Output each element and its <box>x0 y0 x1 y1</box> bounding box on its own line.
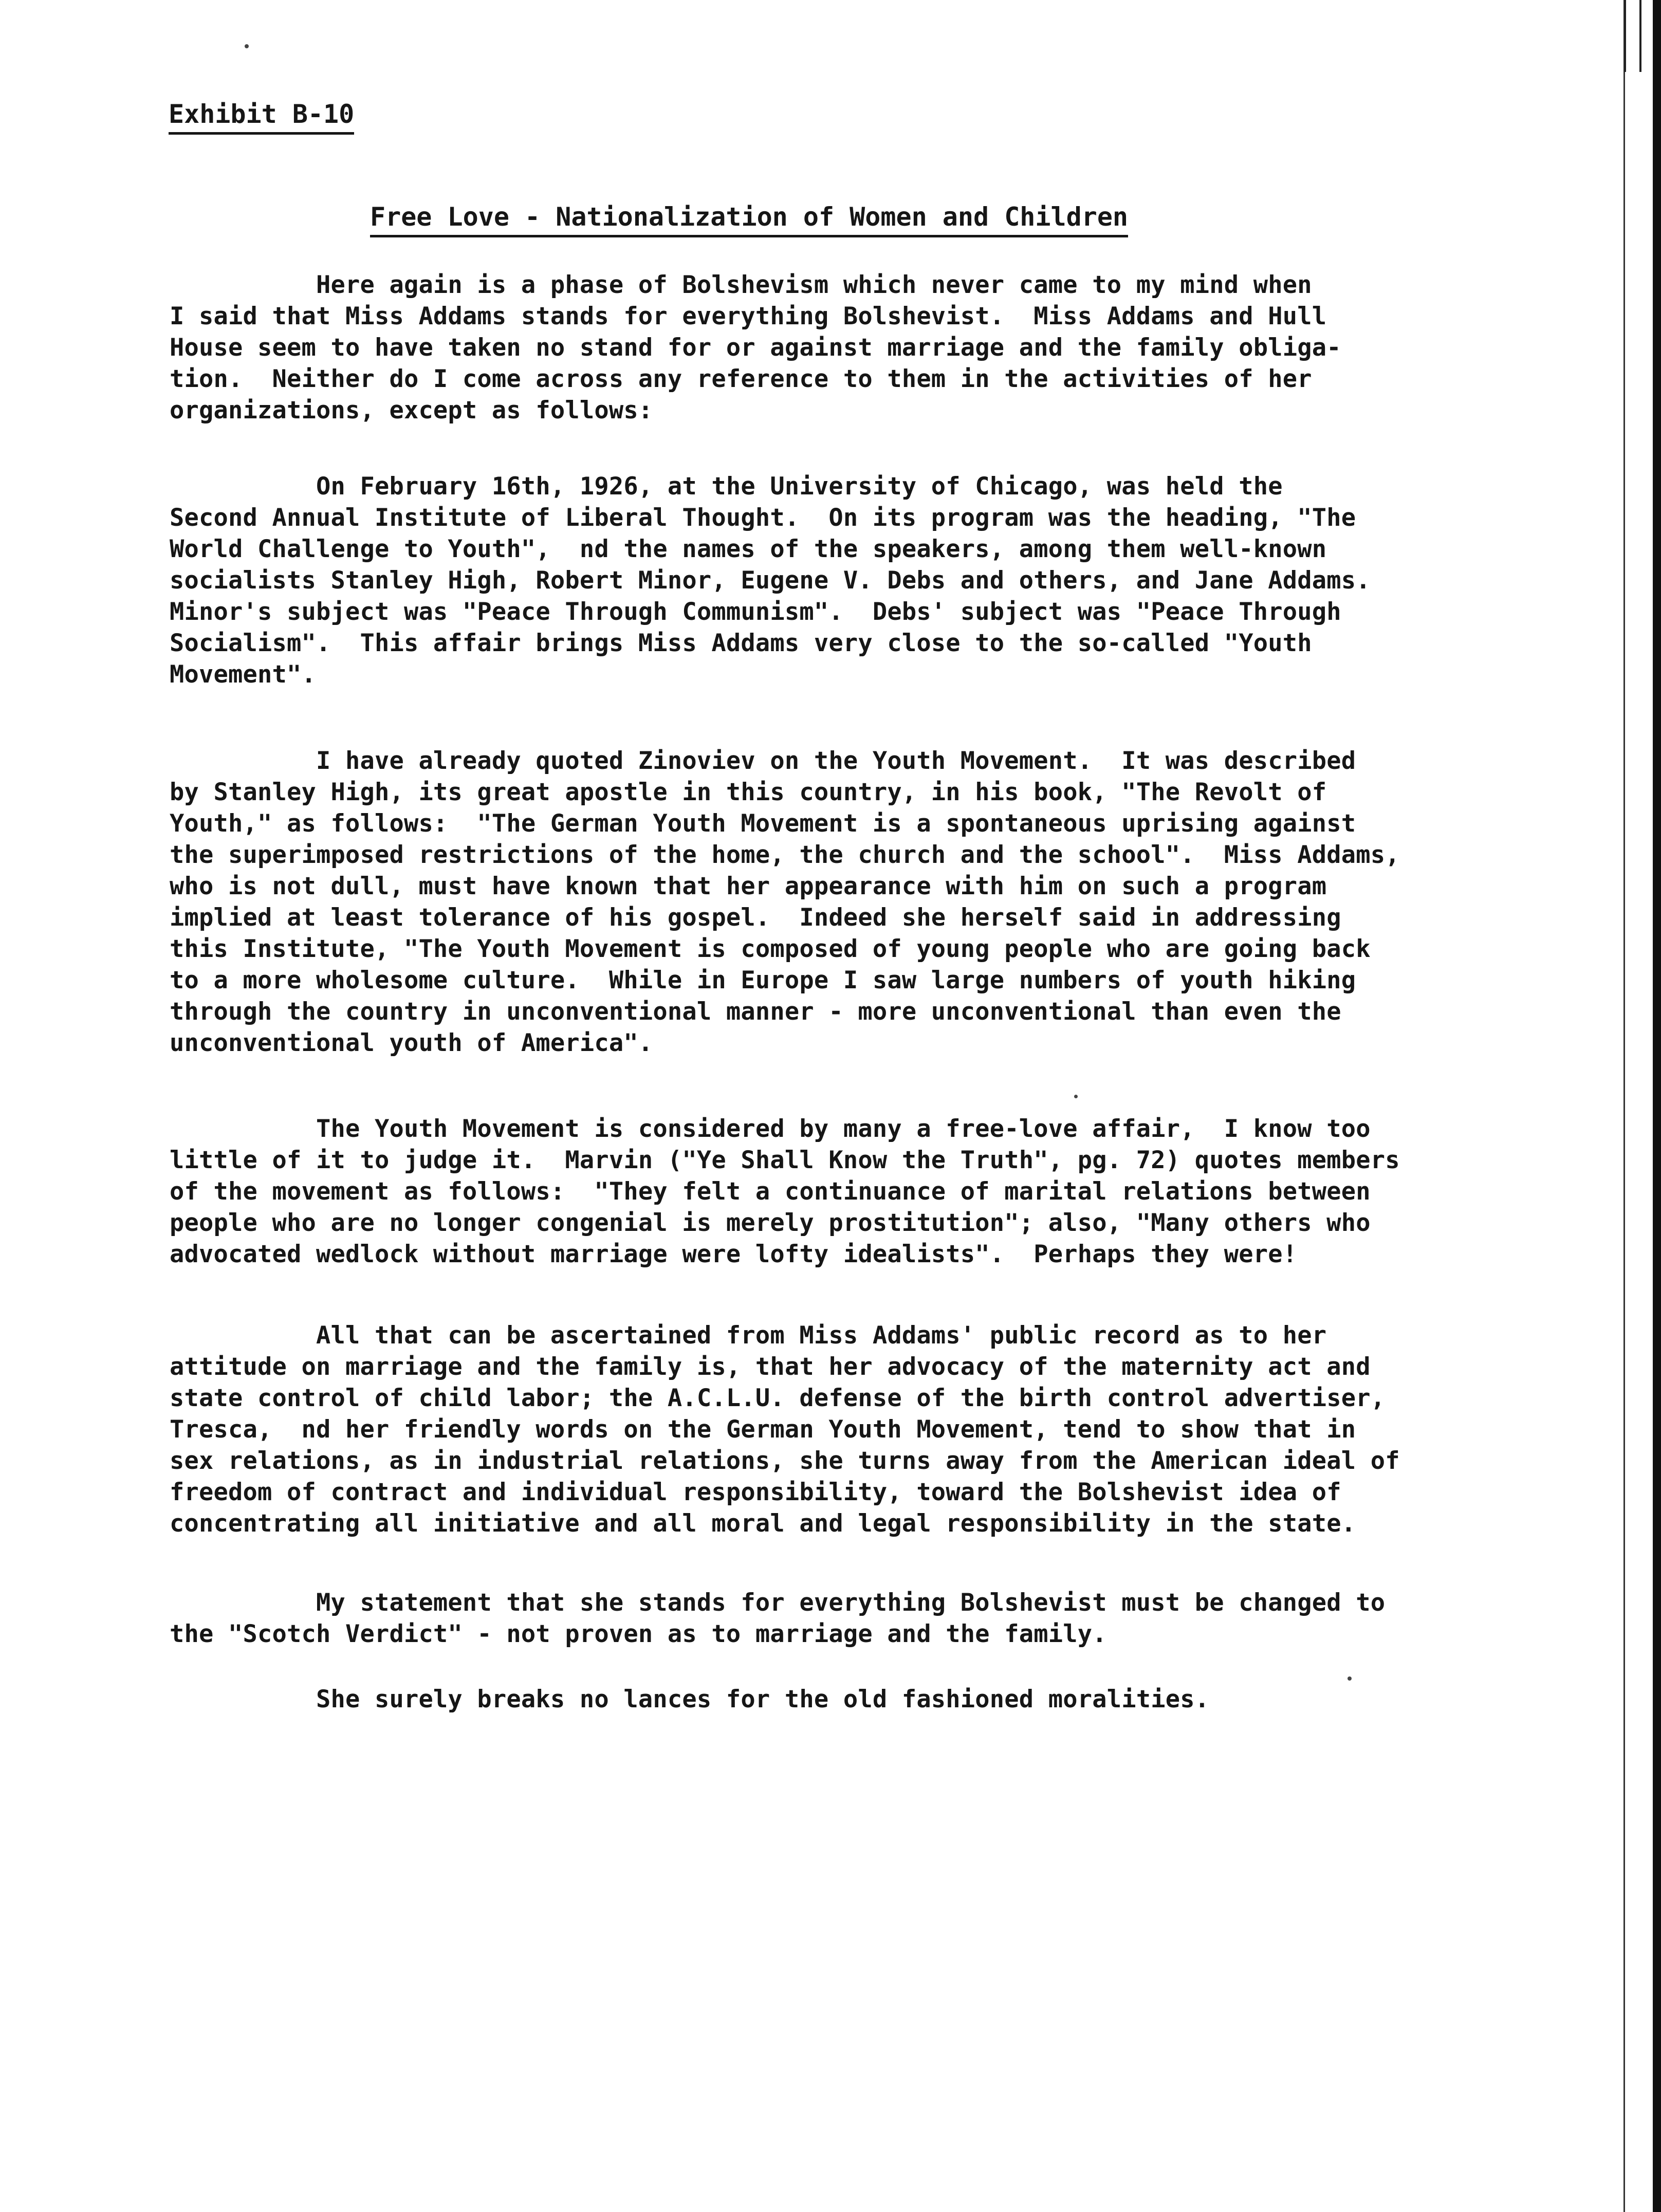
paragraph <box>170 1684 1506 1715</box>
text-line: On February 16th, 1926, at the University of Chicago, was held the <box>170 472 1283 501</box>
text-line: Tresca, nd her friendly words on the German Youth Movement, tend to show that in <box>170 1415 1356 1444</box>
text-line: I have already quoted Zinoviev on the Youth Movement. It was described <box>170 747 1356 775</box>
text-line: House seem to have taken no stand for or against marriage and the family obliga- <box>170 334 1341 362</box>
text-line: All that can be ascertained from Miss Addams' public record as to her <box>170 1321 1327 1350</box>
text-line: through the country in unconventional manner - more unconventional than even the <box>170 998 1341 1026</box>
paragraph <box>170 745 1506 1059</box>
text-line: organizations, except as follows: <box>170 396 653 425</box>
text-line: the superimposed restrictions of the home, the church and the school". Miss Addams, <box>170 841 1400 869</box>
text-line: Minor's subject was "Peace Through Communism". Debs' subject was "Peace Through <box>170 598 1341 626</box>
text-line: She surely breaks no lances for the old fashioned moralities. <box>170 1685 1210 1713</box>
text-line: who is not dull, must have known that her appearance with him on such a program <box>170 872 1327 900</box>
paragraph <box>170 471 1506 690</box>
text-line: Here again is a phase of Bolshevism which never came to my mind when <box>170 271 1312 299</box>
text-line: unconventional youth of America". <box>170 1029 653 1057</box>
paragraph <box>170 1320 1506 1539</box>
text-line: to a more wholesome culture. While in Europe I saw large numbers of youth hiking <box>170 966 1356 994</box>
text-line: The Youth Movement is considered by many a free-love affair, I know too <box>170 1115 1371 1143</box>
text-line: this Institute, "The Youth Movement is composed of young people who are going back <box>170 935 1371 963</box>
text-line: Youth," as follows: "The German Youth Movement is a spontaneous uprising against <box>170 809 1356 838</box>
text-line: Second Annual Institute of Liberal Thought. On its program was the heading, "The <box>170 504 1356 532</box>
document-title: Free Love - Nationalization of Women and Children <box>370 201 1128 237</box>
text-line: of the movement as follows: "They felt a continuance of marital relations between <box>170 1177 1371 1206</box>
text-line: little of it to judge it. Marvin ("Ye Shall Know the Truth", pg. 72) quotes members <box>170 1146 1400 1174</box>
text-line: advocated wedlock without marriage were lofty idealists". Perhaps they were! <box>170 1240 1298 1268</box>
text-line: tion. Neither do I come across any reference to them in the activities of her <box>170 365 1312 393</box>
text-line: state control of child labor; the A.C.L.U. defense of the birth control advertiser, <box>170 1384 1386 1412</box>
text-line: Socialism". This affair brings Miss Addams very close to the so-called "Youth <box>170 629 1312 657</box>
text-line: people who are no longer congenial is merely prostitution"; also, "Many others who <box>170 1209 1371 1237</box>
text-line: I said that Miss Addams stands for everything Bolshevist. Miss Addams and Hull <box>170 302 1327 330</box>
paragraph <box>170 1113 1506 1270</box>
text-line: concentrating all initiative and all moral and legal responsibility in the state. <box>170 1509 1356 1538</box>
text-line: My statement that she stands for everything Bolshevist must be changed to <box>170 1589 1386 1617</box>
text-line: by Stanley High, its great apostle in this country, in his book, "The Revolt of <box>170 778 1327 806</box>
text-line: sex relations, as in industrial relations, she turns away from the American ideal of <box>170 1447 1400 1475</box>
text-line: implied at least tolerance of his gospel. Indeed she herself said in addressing <box>170 904 1341 932</box>
text-line: freedom of contract and individual responsibility, toward the Bolshevist idea of <box>170 1478 1341 1506</box>
text-line: the "Scotch Verdict" - not proven as to marriage and the family. <box>170 1620 1107 1648</box>
text-line: World Challenge to Youth", nd the names of the speakers, among them well-known <box>170 535 1327 563</box>
text-line: Movement". <box>170 660 316 689</box>
text-line: socialists Stanley High, Robert Minor, Eugene V. Debs and others, and Jane Addams. <box>170 566 1371 595</box>
paragraph <box>170 1587 1506 1650</box>
paragraph <box>170 269 1506 426</box>
exhibit-label: Exhibit B-10 <box>169 99 354 135</box>
text-line: attitude on marriage and the family is, that her advocacy of the maternity act and <box>170 1353 1371 1381</box>
